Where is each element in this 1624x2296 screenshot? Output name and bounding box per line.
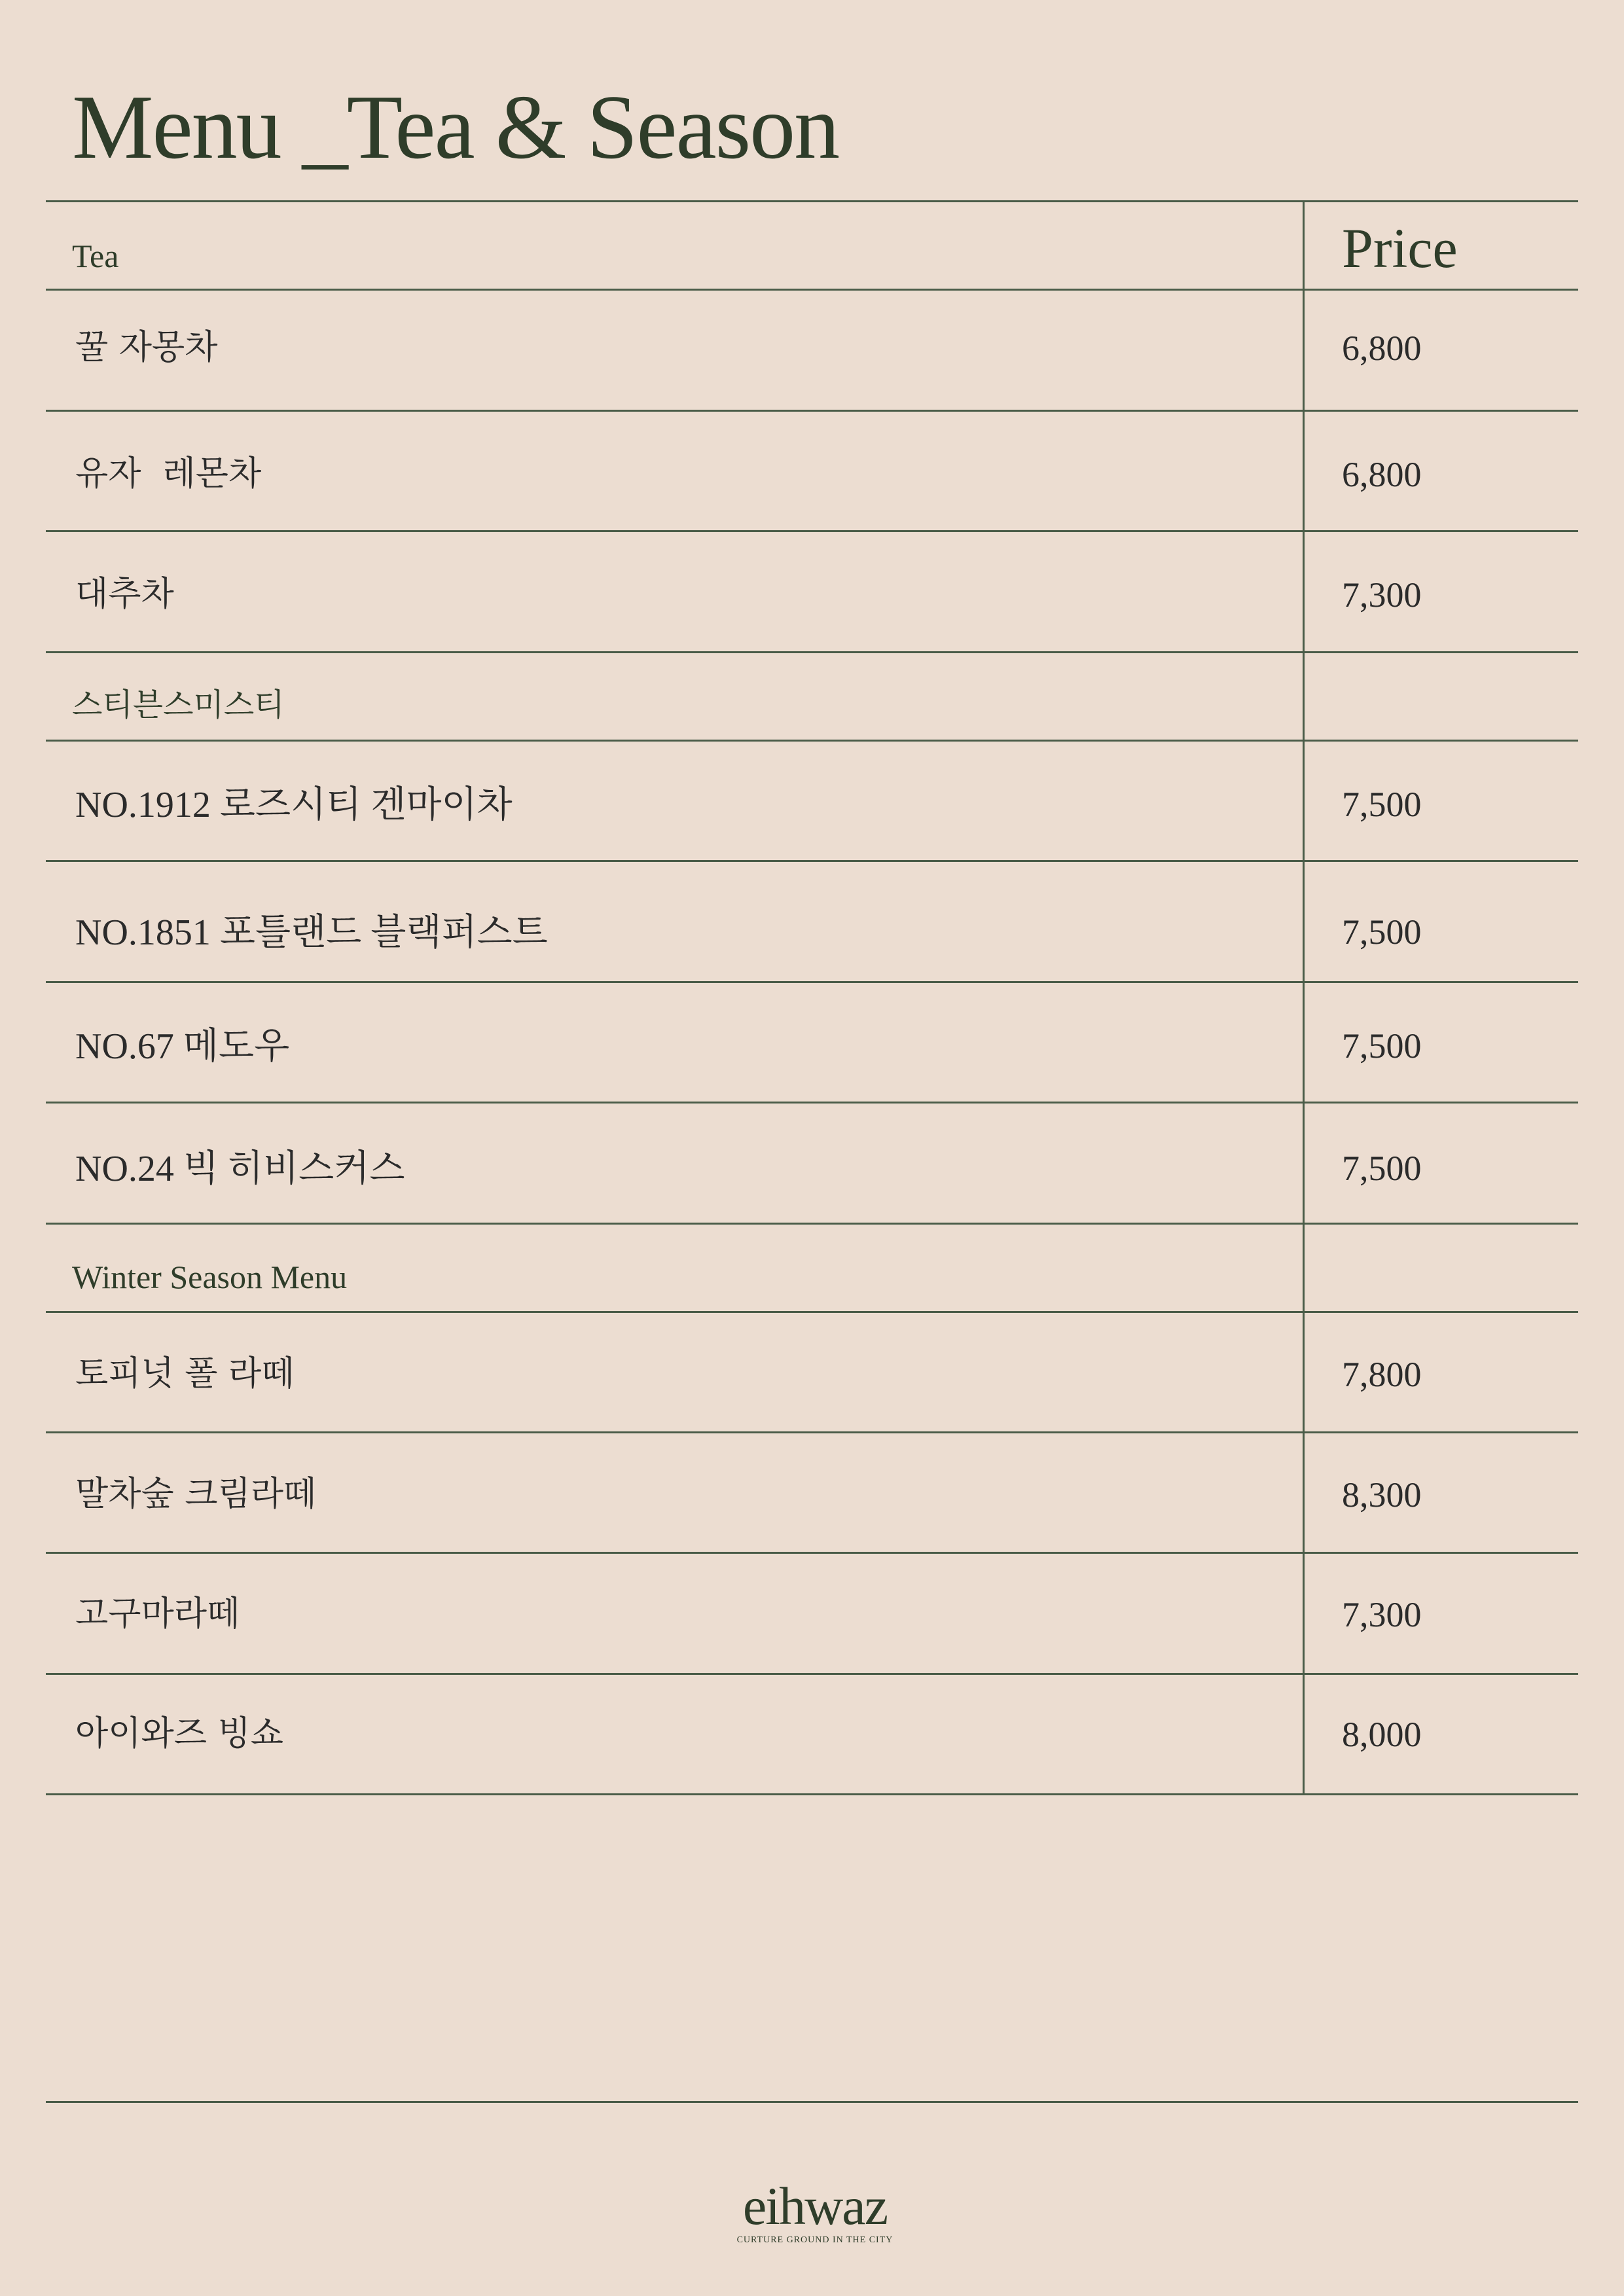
divider	[46, 860, 1578, 862]
menu-item-name: 토피넛 폴 라떼	[75, 1354, 295, 1393]
divider	[46, 2101, 1578, 2103]
menu-item-name: 유자 레몬차	[75, 454, 262, 493]
menu-item-price: 7,300	[1342, 1595, 1422, 1634]
section-header-steven-smith: 스티븐스미스티	[72, 687, 285, 723]
divider	[46, 740, 1578, 742]
menu-item-name: 말차숲 크림라떼	[75, 1475, 317, 1514]
menu-item-name: 고구마라떼	[75, 1594, 240, 1634]
menu-item-name: NO.1851 포틀랜드 블랙퍼스트	[75, 912, 548, 953]
price-column-header: Price	[1342, 217, 1458, 279]
divider	[46, 1311, 1578, 1313]
divider	[46, 981, 1578, 983]
divider	[46, 1223, 1578, 1225]
menu-item-name: 꿀 자몽차	[75, 328, 218, 367]
section-header-winter: Winter Season Menu	[72, 1259, 348, 1295]
logo-tagline: CURTURE GROUND IN THE CITY	[736, 2235, 893, 2245]
logo-wordmark: eihwaz	[742, 2176, 888, 2236]
column-divider	[1303, 201, 1305, 1795]
menu-item-name: 아이와즈 빙쇼	[75, 1714, 283, 1753]
menu-item-price: 7,500	[1342, 785, 1422, 824]
menu-item-price: 8,000	[1342, 1715, 1422, 1754]
brand-logo	[730, 2176, 900, 2245]
divider	[46, 651, 1578, 653]
divider	[46, 1431, 1578, 1433]
divider	[46, 410, 1578, 412]
menu-item-price: 6,800	[1342, 329, 1422, 368]
divider	[46, 1552, 1578, 1554]
menu-item-name: NO.67 메도우	[75, 1026, 290, 1067]
menu-item-price: 6,800	[1342, 455, 1422, 494]
section-header-tea: Tea	[72, 238, 119, 274]
menu-item-name: 대추차	[75, 575, 174, 614]
page-title: Menu _Tea & Season	[72, 77, 839, 178]
menu-item-price: 7,500	[1342, 1026, 1422, 1066]
menu-item-price: 7,800	[1342, 1355, 1422, 1394]
divider	[46, 1102, 1578, 1103]
divider	[46, 1673, 1578, 1675]
divider	[46, 289, 1578, 291]
menu-item-price: 7,500	[1342, 1149, 1422, 1188]
menu-item-price: 7,500	[1342, 912, 1422, 952]
menu-item-name: NO.24 빅 히비스커스	[75, 1149, 405, 1189]
menu-item-price: 8,300	[1342, 1475, 1422, 1515]
menu-item-name: NO.1912 로즈시티 겐마이차	[75, 785, 513, 825]
menu-item-price: 7,300	[1342, 575, 1422, 615]
divider	[46, 200, 1578, 202]
divider	[46, 530, 1578, 532]
divider	[46, 1793, 1578, 1795]
